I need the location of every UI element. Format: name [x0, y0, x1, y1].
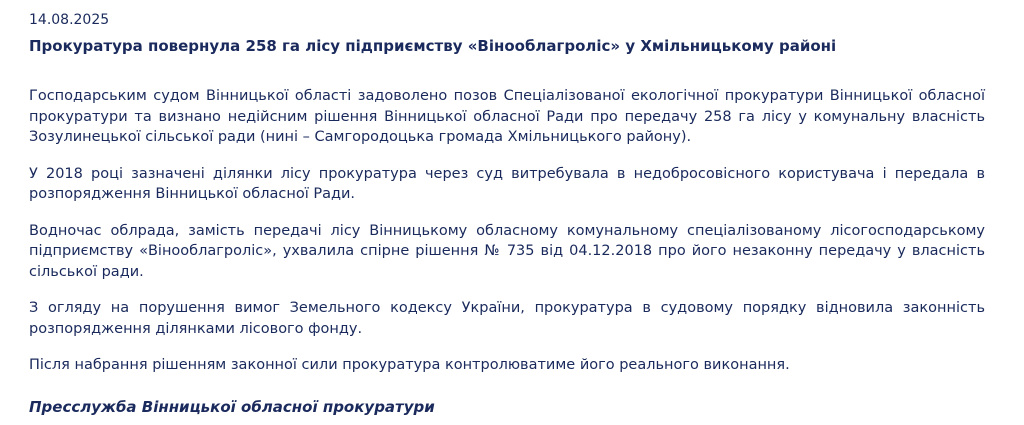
article-paragraph: З огляду на порушення вимог Земельного кодексу України, прокуратура в судовому порядку відновила законність розпорядження ділянками лісового фонду.	[29, 300, 985, 337]
article-paragraph: Господарським судом Вінницької області задоволено позов Спеціалізованої екологічної прокуратури Вінницької обласної прокуратури та визнано недійсним рішення Вінницької обласної Ради про передачу 258 га лісу у комунальну власність Зозулинецької сільської ради (нині – Самгородоцька громада Хмільницького району).	[29, 88, 985, 145]
article-body	[29, 86, 985, 392]
article-paragraph: Після набрання рішенням законної сили прокуратура контролюватиме його реального виконання.	[29, 357, 790, 373]
article-title: Прокуратура повернула 258 га лісу підприємству «Вінооблагроліс» у Хмільницькому районі	[29, 37, 837, 55]
article-paragraph: У 2018 році зазначені ділянки лісу прокуратура через суд витребувала в недобросовісного користувача і передала в розпорядження Вінницької обласної Ради.	[29, 165, 985, 202]
article-paragraph: Водночас облрада, замість передачі лісу Вінницькому обласному комунальному спеціалізованому лісогосподарському підприємству «Вінооблагроліс», ухвалила спірне рішення № 735 від 04.12.2018 про його незаконну передачу у власність сільської ради.	[29, 222, 985, 280]
publication-date: 14.08.2025	[29, 12, 110, 28]
press-service-signature: Пресслужба Вінницької обласної прокуратури	[29, 398, 435, 416]
